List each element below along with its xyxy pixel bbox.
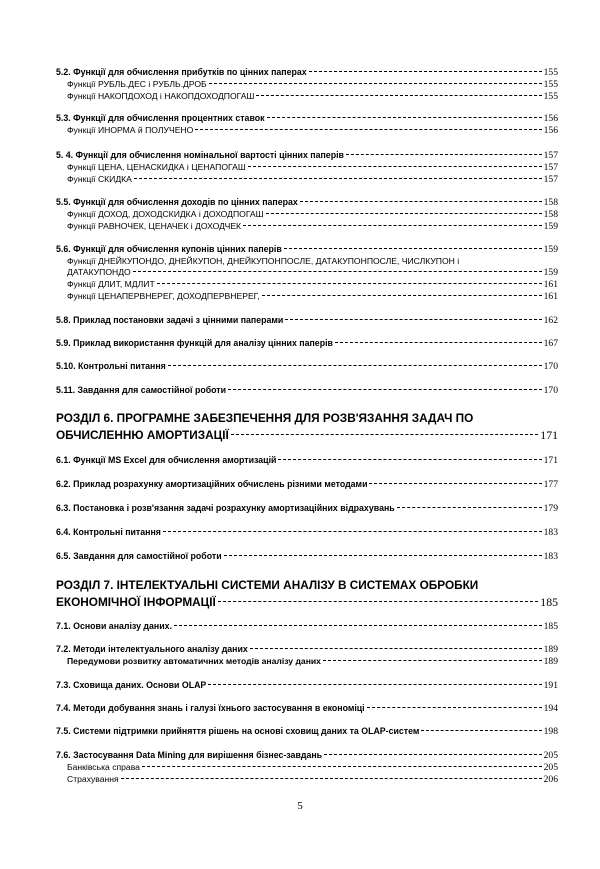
toc-entry-title: 6.5. Завдання для самостійної роботи xyxy=(56,551,222,561)
dot-leader xyxy=(208,684,541,685)
toc-entry-page: 171 xyxy=(540,428,558,442)
dot-leader xyxy=(121,778,542,779)
toc-entry-title: 6.4. Контрольні питання xyxy=(56,527,161,537)
toc-entry-page: 167 xyxy=(543,338,558,349)
toc-entry-6-3[interactable] xyxy=(56,503,558,514)
toc-entry-page: 179 xyxy=(543,503,558,514)
toc-entry-6-2[interactable] xyxy=(56,479,558,490)
dot-leader xyxy=(324,754,542,755)
toc-entry-title: Функції РУБЛЬ.ДЕС і РУБЛЬ.ДРОБ xyxy=(67,79,207,89)
dot-leader xyxy=(323,660,542,661)
dot-leader xyxy=(228,389,542,390)
toc-entry-page: 161 xyxy=(543,291,558,302)
toc-entry-title: Передумови розвитку автоматичних методів аналізу даних xyxy=(67,656,321,666)
toc-entry-title: 7.6. Застосування Data Mining для вирішення бізнес-завдань xyxy=(56,750,323,760)
toc-subentry[interactable] xyxy=(67,221,558,232)
toc-entry-title: Функції ИНОРМА й ПОЛУЧЕНО xyxy=(67,125,194,135)
toc-entry-title: 6.3. Постановка і розв'язання задачі розрахунку амортизаційних відрахувань xyxy=(56,503,395,513)
dot-leader xyxy=(335,342,542,343)
toc-subentry[interactable] xyxy=(67,79,558,90)
dot-leader xyxy=(262,295,542,296)
toc-entry-7-3[interactable] xyxy=(56,680,558,691)
toc-entry-5-4[interactable] xyxy=(56,150,558,161)
toc-entry-title: 5.3. Функції для обчислення процентних ставок xyxy=(56,113,265,123)
toc-entry-page: 159 xyxy=(543,221,558,232)
toc-subentry[interactable] xyxy=(67,656,558,667)
toc-entry-page: 185 xyxy=(540,595,558,609)
toc-entry-6-5[interactable] xyxy=(56,551,558,562)
toc-entry-5-10[interactable] xyxy=(56,361,558,372)
toc-chapter-7[interactable] xyxy=(56,595,558,610)
toc-entry-title: 7.2. Методи інтелектуального аналізу даних xyxy=(56,644,248,654)
dot-leader xyxy=(163,531,542,532)
toc-entry-title: 7.3. Сховища даних. Основи OLAP xyxy=(56,680,207,690)
toc-entry-page: 155 xyxy=(543,79,558,90)
toc-entry-page: 155 xyxy=(543,67,558,78)
toc-entry-page: 161 xyxy=(543,279,558,290)
toc-entry-5-3[interactable] xyxy=(56,113,558,124)
toc-entry-page: 162 xyxy=(543,315,558,326)
toc-entry-5-6[interactable] xyxy=(56,244,558,255)
toc-entry-page: 205 xyxy=(543,762,558,773)
toc-subentry[interactable] xyxy=(67,174,558,185)
toc-entry-7-1[interactable] xyxy=(56,621,558,632)
toc-entry-page: 206 xyxy=(543,774,558,785)
toc-entry-page: 171 xyxy=(543,455,558,466)
dot-leader xyxy=(369,483,541,484)
toc-entry-6-4[interactable] xyxy=(56,527,558,538)
dot-leader xyxy=(300,201,542,202)
dot-leader xyxy=(284,248,542,249)
toc-entry-page: 183 xyxy=(543,551,558,562)
toc-entry-title: 5.8. Приклад постановки задачі з цінними паперами xyxy=(56,315,284,325)
toc-subentry[interactable] xyxy=(67,256,558,267)
toc-entry-page: 170 xyxy=(543,385,558,396)
dot-leader xyxy=(134,178,542,179)
toc-chapter-7-title[interactable] xyxy=(56,578,558,593)
toc-entry-page: 159 xyxy=(543,267,558,278)
toc-entry-title: 5.10. Контрольні питання xyxy=(56,361,166,371)
dot-leader xyxy=(309,71,542,72)
dot-leader xyxy=(209,83,542,84)
toc-entry-6-1[interactable] xyxy=(56,455,558,466)
toc-entry-page: 194 xyxy=(543,703,558,714)
dot-leader xyxy=(224,555,542,556)
toc-entry-page: 189 xyxy=(543,656,558,667)
dot-leader xyxy=(278,459,541,460)
toc-entry-title: 5.6. Функції для обчислення купонів цінних паперів xyxy=(56,244,282,254)
toc-subentry[interactable] xyxy=(67,291,558,302)
toc-entry-title: 5.5. Функції для обчислення доходів по цінних паперах xyxy=(56,197,298,207)
toc-entry-title: РОЗДІЛ 7. ІНТЕЛЕКТУАЛЬНІ СИСТЕМИ АНАЛІЗУ В СИСТЕМАХ ОБРОБКИ xyxy=(56,578,479,592)
toc-entry-page: 177 xyxy=(543,479,558,490)
toc-entry-title: Функції НАКОПДОХОД і НАКОПДОХОДПОГАШ xyxy=(67,91,255,101)
toc-subentry[interactable] xyxy=(67,279,558,290)
toc-entry-title: 5.2. Функції для обчислення прибутків по цінних паперах xyxy=(56,67,307,77)
toc-entry-title: ЕКОНОМІЧНОЇ ІНФОРМАЦІЇ xyxy=(56,595,216,609)
toc-entry-page: 170 xyxy=(543,361,558,372)
toc-entry-7-5[interactable] xyxy=(56,726,558,737)
dot-leader xyxy=(250,648,542,649)
dot-leader xyxy=(195,129,541,130)
toc-entry-title: 7.1. Основи аналізу даних. xyxy=(56,621,172,631)
dot-leader xyxy=(421,730,541,731)
toc-entry-title: Банківська справа xyxy=(67,762,140,772)
toc-entry-5-9[interactable] xyxy=(56,338,558,349)
toc-entry-title: ДАТАКУПОНДО xyxy=(67,267,131,277)
toc-entry-title: Функції ДОХОД, ДОХОДСКИДКА і ДОХОДПОГАШ xyxy=(67,209,264,219)
toc-entry-title: 6.2. Приклад розрахунку амортизаційних обчислень різними методами xyxy=(56,479,368,489)
toc-entry-page: 159 xyxy=(543,244,558,255)
toc-subentry[interactable] xyxy=(67,267,558,278)
toc-entry-title: РОЗДІЛ 6. ПРОГРАМНЕ ЗАБЕЗПЕЧЕННЯ ДЛЯ РОЗВ'ЯЗАННЯ ЗАДАЧ ПО xyxy=(56,411,474,425)
dot-leader xyxy=(285,319,541,320)
toc-entry-page: 157 xyxy=(543,150,558,161)
toc-entry-page: 156 xyxy=(543,125,558,136)
toc-subentry[interactable] xyxy=(67,125,558,136)
toc-entry-7-2[interactable] xyxy=(56,644,558,655)
dot-leader xyxy=(218,601,538,602)
dot-leader xyxy=(243,225,542,226)
dot-leader xyxy=(266,213,542,214)
toc-entry-5-11[interactable] xyxy=(56,385,558,396)
dot-leader xyxy=(248,166,542,167)
toc-entry-page: 157 xyxy=(543,174,558,185)
toc-entry-title: 6.1. Функції MS Excel для обчислення амортизацій xyxy=(56,455,277,465)
toc-entry-5-2[interactable] xyxy=(56,67,558,78)
toc-entry-title: Функції СКИДКА xyxy=(67,174,132,184)
toc-entry-page: 185 xyxy=(543,621,558,632)
toc-entry-page: 191 xyxy=(543,680,558,691)
toc-entry-page: 189 xyxy=(543,644,558,655)
toc-entry-title: Функції РАВНОЧЕК, ЦЕНАЧЕК і ДОХОДЧЕК xyxy=(67,221,242,231)
toc-entry-page: 157 xyxy=(543,162,558,173)
dot-leader xyxy=(157,283,542,284)
toc-entry-title: Страхування xyxy=(67,774,119,784)
toc-entry-page: 198 xyxy=(543,726,558,737)
toc-entry-title: 7.5. Системи підтримки прийняття рішень на основі сховищ даних та OLAP-систем xyxy=(56,726,420,736)
toc-subentry[interactable] xyxy=(67,774,558,785)
toc-entry-title: 5. 4. Функції для обчислення номінальної вартості цінних паперів xyxy=(56,150,344,160)
toc-entry-title: 5.9. Приклад використання функцій для аналізу цінних паперів xyxy=(56,338,333,348)
dot-leader xyxy=(346,154,542,155)
toc-entry-title: 7.4. Методи добування знань і галузі їхнього застосування в економіці xyxy=(56,703,365,713)
toc-entry-page: 156 xyxy=(543,113,558,124)
dot-leader xyxy=(367,707,542,708)
dot-leader xyxy=(256,95,541,96)
dot-leader xyxy=(133,271,542,272)
toc-entry-page: 158 xyxy=(543,209,558,220)
toc-entry-title: Функції ДЛИТ, МДЛИТ xyxy=(67,279,155,289)
dot-leader xyxy=(267,117,542,118)
toc-entry-title: 5.11. Завдання для самостійної роботи xyxy=(56,385,227,395)
toc-entry-7-4[interactable] xyxy=(56,703,558,714)
toc-entry-page: 155 xyxy=(543,91,558,102)
dot-leader xyxy=(174,625,542,626)
dot-leader xyxy=(397,507,542,508)
dot-leader xyxy=(231,434,538,435)
dot-leader xyxy=(168,365,542,366)
toc-subentry[interactable] xyxy=(67,762,558,773)
toc-chapter-6-title[interactable] xyxy=(56,411,558,426)
toc-entry-title: Функції ДНЕЙКУПОНДО, ДНЕЙКУПОН, ДНЕЙКУПОНПОСЛЕ, ДАТАКУПОНПОСЛЕ, ЧИСЛКУПОН і xyxy=(67,256,460,266)
toc-entry-page: 158 xyxy=(543,197,558,208)
toc-subentry[interactable] xyxy=(67,91,558,102)
page-number: 5 xyxy=(297,800,303,812)
toc-entry-page: 183 xyxy=(543,527,558,538)
toc-entry-7-6[interactable] xyxy=(56,750,558,761)
toc-entry-page: 205 xyxy=(543,750,558,761)
toc-entry-title: Функції ЦЕНА, ЦЕНАСКИДКА і ЦЕНАПОГАШ xyxy=(67,162,246,172)
toc-subentry[interactable] xyxy=(67,162,558,173)
toc-entry-5-5[interactable] xyxy=(56,197,558,208)
toc-entry-5-8[interactable] xyxy=(56,315,558,326)
toc-subentry[interactable] xyxy=(67,209,558,220)
toc-entry-title: Функції ЦЕНАПЕРВНЕРЕГ, ДОХОДПЕРВНЕРЕГ, xyxy=(67,291,260,301)
dot-leader xyxy=(142,766,542,767)
toc-entry-title: ОБЧИСЛЕННЮ АМОРТИЗАЦІЇ xyxy=(56,428,229,442)
toc-chapter-6[interactable] xyxy=(56,428,558,443)
